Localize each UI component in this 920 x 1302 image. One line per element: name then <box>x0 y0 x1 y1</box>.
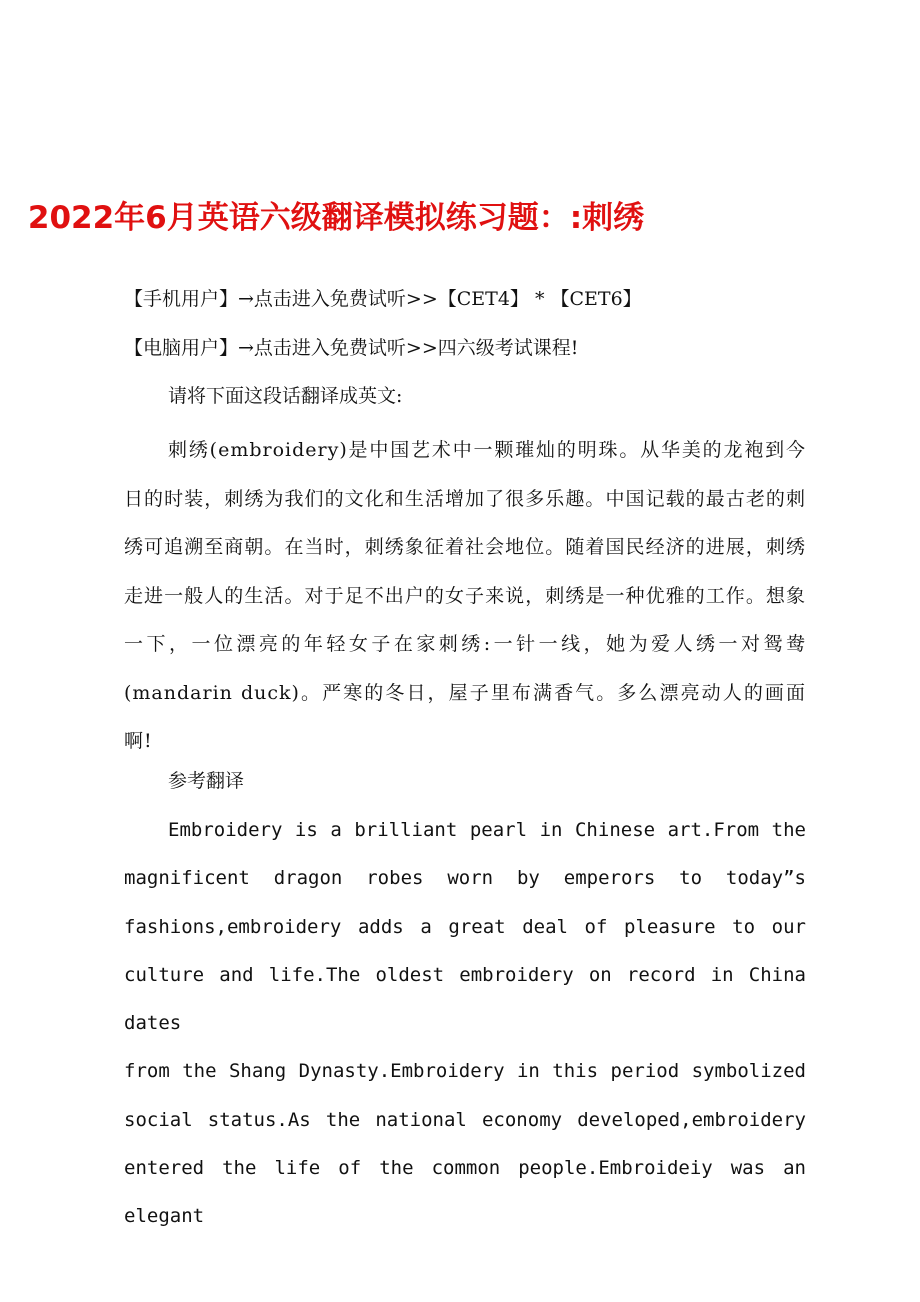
mobile-user-link[interactable]: 【手机用户】→点击进入免费试听>>【CET4】 * 【CET6】 <box>124 288 642 310</box>
page-title: 2022年6月英语六级翻译模拟练习题：:刺绣 <box>27 200 645 236</box>
english-line: culture and life.The oldest embroidery on record in China dates <box>124 963 806 1035</box>
english-line: entered the life of the common people.Embroideiy was an elegant <box>124 1157 806 1228</box>
english-line: Embroidery is a brilliant pearl in Chinese art.From the <box>168 819 806 841</box>
english-line: social status.As the national economy developed,embroidery <box>124 1108 806 1131</box>
reference-heading: 参考翻译 <box>168 770 245 792</box>
pc-user-link[interactable]: 【电脑用户】→点击进入免费试听>>四六级考试课程! <box>124 337 579 359</box>
english-translation <box>124 806 806 1241</box>
english-line: fashions,embroidery adds a great deal of pleasure to our <box>124 915 806 938</box>
chinese-passage: 刺绣(embroidery)是中国艺术中一颗璀灿的明珠。从华美的龙袍到今日的时装，刺绣为我们的文化和生活增加了很多乐趣。中国记载的最古老的刺绣可追溯至商朝。在当时，刺绣象征着社会地位。随着国民经济的进展，刺绣走进一般人的生活。对于足不出户的女子来说，刺绣是一种优雅的工作。想象一下，一位漂亮的年轻女子在家刺绣:一针一线，她为爱人绣一对鸳鸯(mandarin duck)。严寒的冬日，屋子里布满香气。多么漂亮动人的画面啊! <box>124 439 806 752</box>
instruction-text: 请将下面这段话翻译成英文: <box>168 385 403 407</box>
english-line: from the Shang Dynasty.Embroidery in this period symbolized <box>124 1060 806 1083</box>
english-line: magnificent dragon robes worn by emperors to today”s <box>124 867 806 890</box>
